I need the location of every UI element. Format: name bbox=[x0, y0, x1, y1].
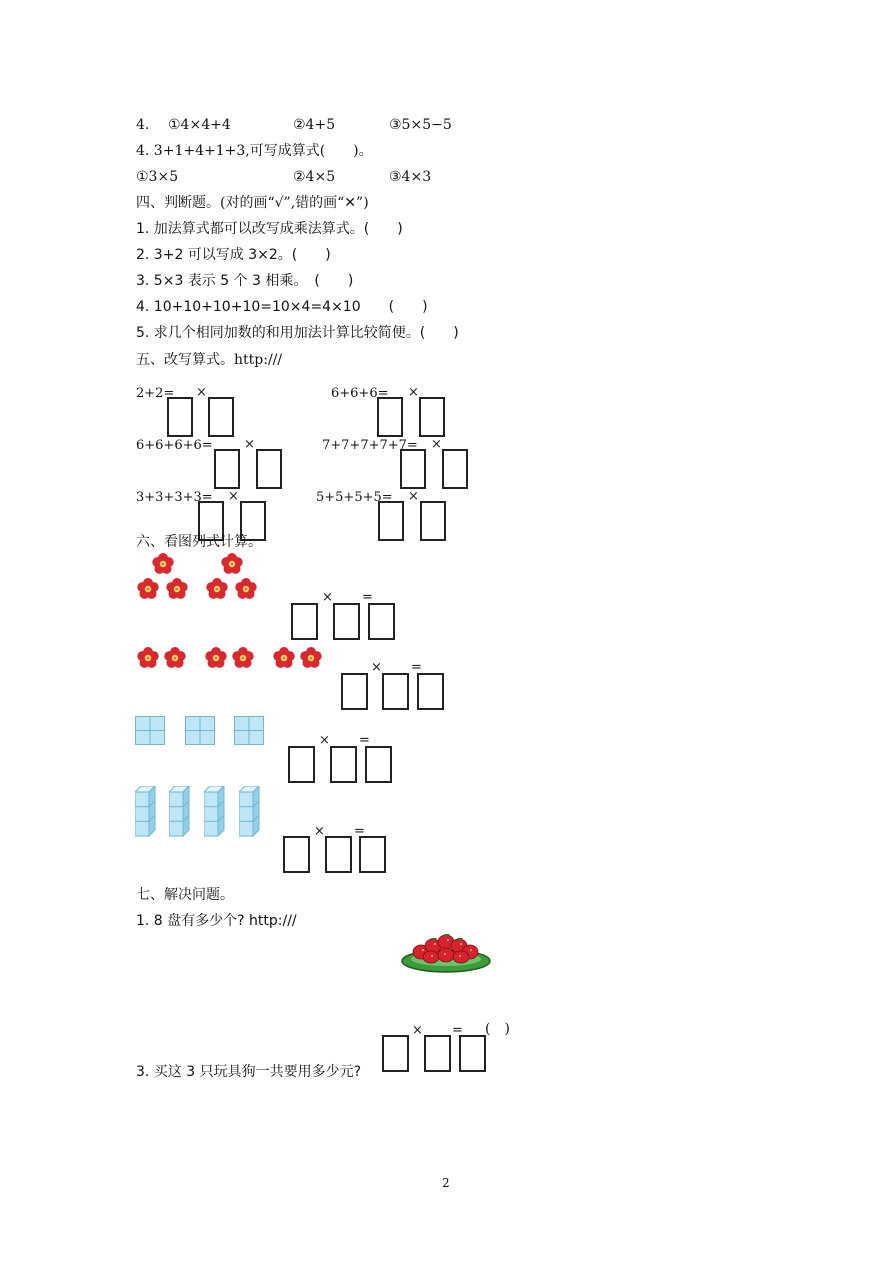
times-sign: × bbox=[228, 489, 239, 504]
times-sign: × bbox=[319, 733, 330, 748]
expr-5: 3+3+3+3= bbox=[136, 490, 213, 505]
judge-item-4: 4. 10+10+10+10=10×4=4×10 ( ) bbox=[136, 299, 428, 315]
answer-box[interactable] bbox=[417, 673, 444, 710]
answer-box[interactable] bbox=[420, 501, 446, 541]
answer-box[interactable] bbox=[459, 1035, 486, 1072]
times-sign: × bbox=[408, 385, 419, 400]
answer-box[interactable] bbox=[382, 673, 409, 710]
times-sign: × bbox=[244, 437, 255, 452]
flower-pair-icon bbox=[134, 644, 190, 672]
equals-sign: = bbox=[452, 1023, 463, 1038]
q4-option-1: ①4×4+4 bbox=[168, 117, 231, 133]
section6-title: 六、看图列式计算。 bbox=[136, 534, 262, 550]
times-sign: × bbox=[322, 590, 333, 605]
answer-box[interactable] bbox=[208, 397, 234, 437]
grid-square-icon bbox=[185, 716, 216, 746]
answer-box[interactable] bbox=[378, 501, 404, 541]
times-sign: × bbox=[431, 437, 442, 452]
times-sign: × bbox=[196, 385, 207, 400]
grid-square-icon bbox=[135, 716, 166, 746]
expr-2: 6+6+6= bbox=[331, 386, 389, 401]
expr-4: 7+7+7+7+7= bbox=[322, 438, 418, 453]
expr-6: 5+5+5+5= bbox=[316, 490, 393, 505]
answer-box[interactable] bbox=[365, 746, 392, 783]
cube-stack-icon bbox=[135, 786, 156, 837]
answer-box[interactable] bbox=[214, 449, 240, 489]
expr-3: 6+6+6+6= bbox=[136, 438, 213, 453]
answer-box[interactable] bbox=[442, 449, 468, 489]
equals-sign: = bbox=[359, 733, 370, 748]
equals-sign: = bbox=[362, 590, 373, 605]
times-sign: × bbox=[314, 824, 325, 839]
answer-box[interactable] bbox=[291, 603, 318, 640]
problem-1: 1. 8 盘有多少个? http:/// bbox=[136, 913, 297, 929]
answer-paren: ( ) bbox=[485, 1021, 510, 1037]
answer-box[interactable] bbox=[333, 603, 360, 640]
answer-box[interactable] bbox=[325, 836, 352, 873]
flower-group-icon bbox=[134, 551, 192, 603]
section5-title: 五、改写算式。http:/// bbox=[136, 352, 283, 368]
q4b-question: 4. 3+1+4+1+3,可写成算式( )。 bbox=[136, 143, 373, 159]
flower-group-icon bbox=[203, 551, 261, 603]
q4-option-2: ②4+5 bbox=[293, 117, 336, 133]
answer-box[interactable] bbox=[368, 603, 395, 640]
problem-3: 3. 买这 3 只玩具狗一共要用多少元? bbox=[136, 1064, 362, 1080]
times-sign: × bbox=[371, 660, 382, 675]
strawberry-plate-icon bbox=[401, 930, 491, 974]
answer-box[interactable] bbox=[256, 449, 282, 489]
cube-stack-icon bbox=[169, 786, 190, 837]
q4b-option-2: ②4×5 bbox=[293, 169, 336, 185]
times-sign: × bbox=[408, 489, 419, 504]
q4-number: 4. bbox=[136, 117, 150, 133]
cube-stack-icon bbox=[204, 786, 225, 837]
q4b-option-1: ①3×5 bbox=[136, 169, 179, 185]
judge-item-1: 1. 加法算式都可以改写成乘法算式。( ) bbox=[136, 221, 403, 237]
answer-box[interactable] bbox=[400, 449, 426, 489]
answer-box[interactable] bbox=[288, 746, 315, 783]
judge-item-3: 3. 5×3 表示 5 个 3 相乘。 ( ) bbox=[136, 273, 354, 289]
answer-box[interactable] bbox=[341, 673, 368, 710]
answer-box[interactable] bbox=[359, 836, 386, 873]
page-number: 2 bbox=[442, 1176, 450, 1190]
q4b-option-3: ③4×3 bbox=[389, 169, 432, 185]
judge-item-5: 5. 求几个相同加数的和用加法计算比较简便。( ) bbox=[136, 325, 459, 341]
grid-square-icon bbox=[234, 716, 265, 746]
answer-box[interactable] bbox=[283, 836, 310, 873]
times-sign: × bbox=[412, 1023, 423, 1038]
q4-option-3: ③5×5−5 bbox=[389, 117, 452, 133]
equals-sign: = bbox=[411, 660, 422, 675]
expr-1: 2+2= bbox=[136, 386, 175, 401]
flower-pair-icon bbox=[270, 644, 326, 672]
answer-box[interactable] bbox=[167, 397, 193, 437]
cube-stack-icon bbox=[239, 786, 260, 837]
section4-title: 四、判断题。(对的画“√”,错的画“✕”) bbox=[136, 195, 369, 211]
section7-title: 七、解决问题。 bbox=[136, 887, 234, 903]
equals-sign: = bbox=[354, 824, 365, 839]
judge-item-2: 2. 3+2 可以写成 3×2。( ) bbox=[136, 247, 331, 263]
answer-box[interactable] bbox=[330, 746, 357, 783]
answer-box[interactable] bbox=[419, 397, 445, 437]
answer-box[interactable] bbox=[382, 1035, 409, 1072]
answer-box[interactable] bbox=[424, 1035, 451, 1072]
answer-box[interactable] bbox=[377, 397, 403, 437]
flower-pair-icon bbox=[202, 644, 258, 672]
